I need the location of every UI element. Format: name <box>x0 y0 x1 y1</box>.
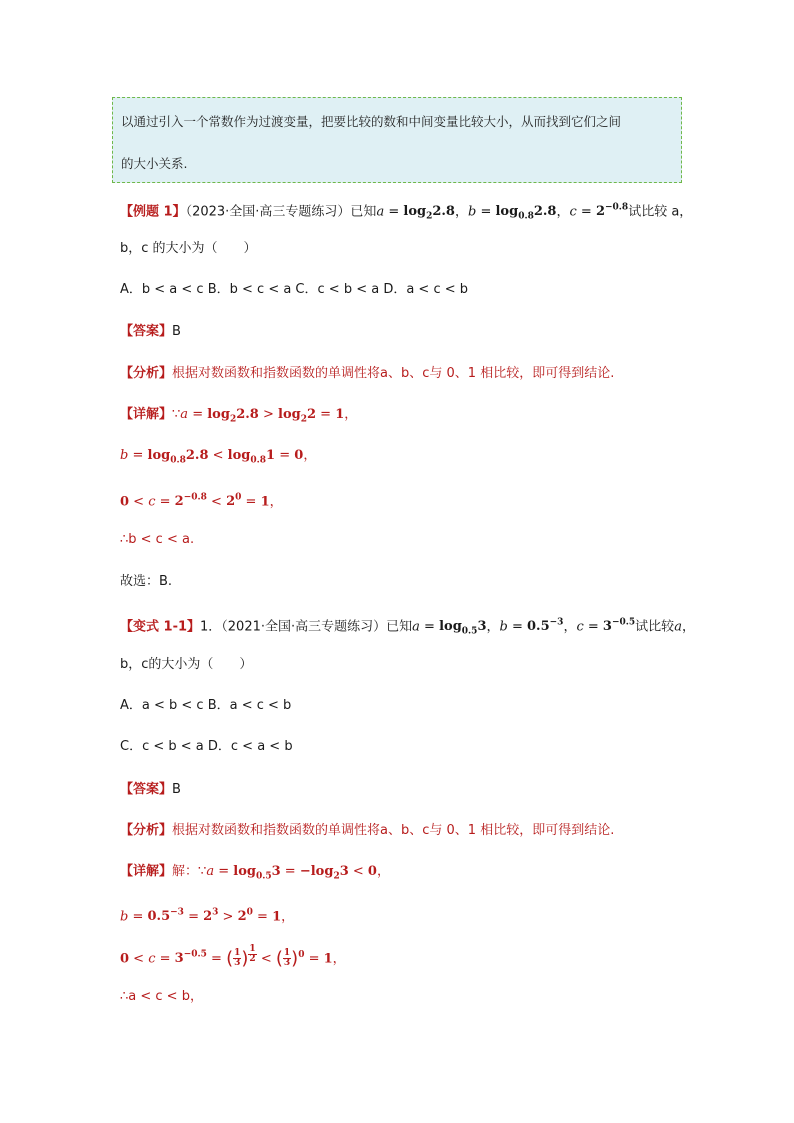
variant1-analysis <box>120 821 614 841</box>
example1-tag: 【例题 1】 <box>120 204 186 220</box>
example1-detail-tag: 【详解】 <box>120 407 173 422</box>
example1-options: A．b < a < c B．b < c < a C．c < b < a D．a < c < b <box>120 282 469 297</box>
variant1-source: 1．（2021·全国·高三专题练习）已知 <box>200 619 413 635</box>
example1-conclusion: ∴b < c < a. <box>120 532 195 547</box>
example1-answer-value: B <box>172 324 181 339</box>
variant1-conclusion: ∴a < c < b， <box>120 989 203 1004</box>
intro-line-1: 以通过引入一个常数作为过渡变量，把要比较的数和中间变量比较大小，从而找到它们之间 <box>121 114 622 129</box>
variant1-question-line2: b，c的大小为（ ） <box>120 657 253 672</box>
example1-detail-line3: $0 < c = 2^{-0.8} < 2^0 = 1$， <box>120 493 283 510</box>
example1-analysis <box>120 364 614 384</box>
example1-question-line2: b，c 的大小为（ ） <box>120 241 257 256</box>
example1-question-line1: 【例题 1】（2023·全国·高三专题练习）已知$a = \log_22.8$，$b = \log_{0.8}2.8$，$c = 2^{-0.8}$试比较 a， <box>120 203 693 222</box>
variant1-answer <box>120 780 181 800</box>
variant1-analysis-tag: 【分析】 <box>120 823 173 838</box>
intro-line-2: 的大小关系. <box>121 156 188 171</box>
variant1-detail-line2: $b = 0.5^{-3} = 2^3 > 2^0 = 1$， <box>120 908 295 925</box>
variant1-compare-text: 试比较 <box>635 619 675 635</box>
example1-choose: 故选：B. <box>120 574 173 589</box>
variant1-detail-tag: 【详解】 <box>120 864 173 879</box>
variant1-detail-prefix: 解： <box>172 864 199 879</box>
variant1-analysis-text: 根据对数函数和指数函数的单调性将a、b、c与 0、1 相比较，即可得到结论. <box>172 823 615 838</box>
variant1-question-line1: 【变式 1-1】1．（2021·全国·高三专题练习）已知$a = \log_{0.5}3$，$b = 0.5^{-3}$，$c = 3^{-0.5}$试比较a， <box>120 618 695 637</box>
example1-compare-text: 试比较 a， <box>628 204 693 220</box>
example1-analysis-tag: 【分析】 <box>120 366 173 381</box>
variant1-options-line2: C．c < b < a D．c < a < b <box>120 739 293 754</box>
example1-detail-line2: $b = \log_{0.8}2.8 < \log_{0.8}1 = 0$， <box>120 448 317 466</box>
variant1-options-line1: A．a < b < c B．a < c < b <box>120 698 292 713</box>
intro-box <box>112 97 682 183</box>
variant1-answer-tag: 【答案】 <box>120 782 173 797</box>
example1-source: （2023·全国·高三专题练习）已知 <box>185 204 377 220</box>
example1-answer-tag: 【答案】 <box>120 324 173 339</box>
variant1-detail-line1: 【详解】解：∵a = $\log_{0.5}3 = -\log_23 < 0$， <box>120 864 390 882</box>
example1-analysis-text: 根据对数函数和指数函数的单调性将a、b、c与 0、1 相比较，即可得到结论. <box>172 366 615 381</box>
variant1-answer-value: B <box>172 782 181 797</box>
example1-detail-line1: 【详解】∵a = $\log_22.8 > \log_22 = 1$， <box>120 407 358 425</box>
variant1-tag: 【变式 1-1】 <box>120 619 201 635</box>
variant1-detail-line3: $0 < c = 3^{-0.5}$ = ( $\frac{1}{3}$ ) $^{\frac{1}{2}}$ < ( $\frac{1}{3}$ )$^0$ = 1， <box>120 944 346 969</box>
example1-answer <box>120 322 181 342</box>
